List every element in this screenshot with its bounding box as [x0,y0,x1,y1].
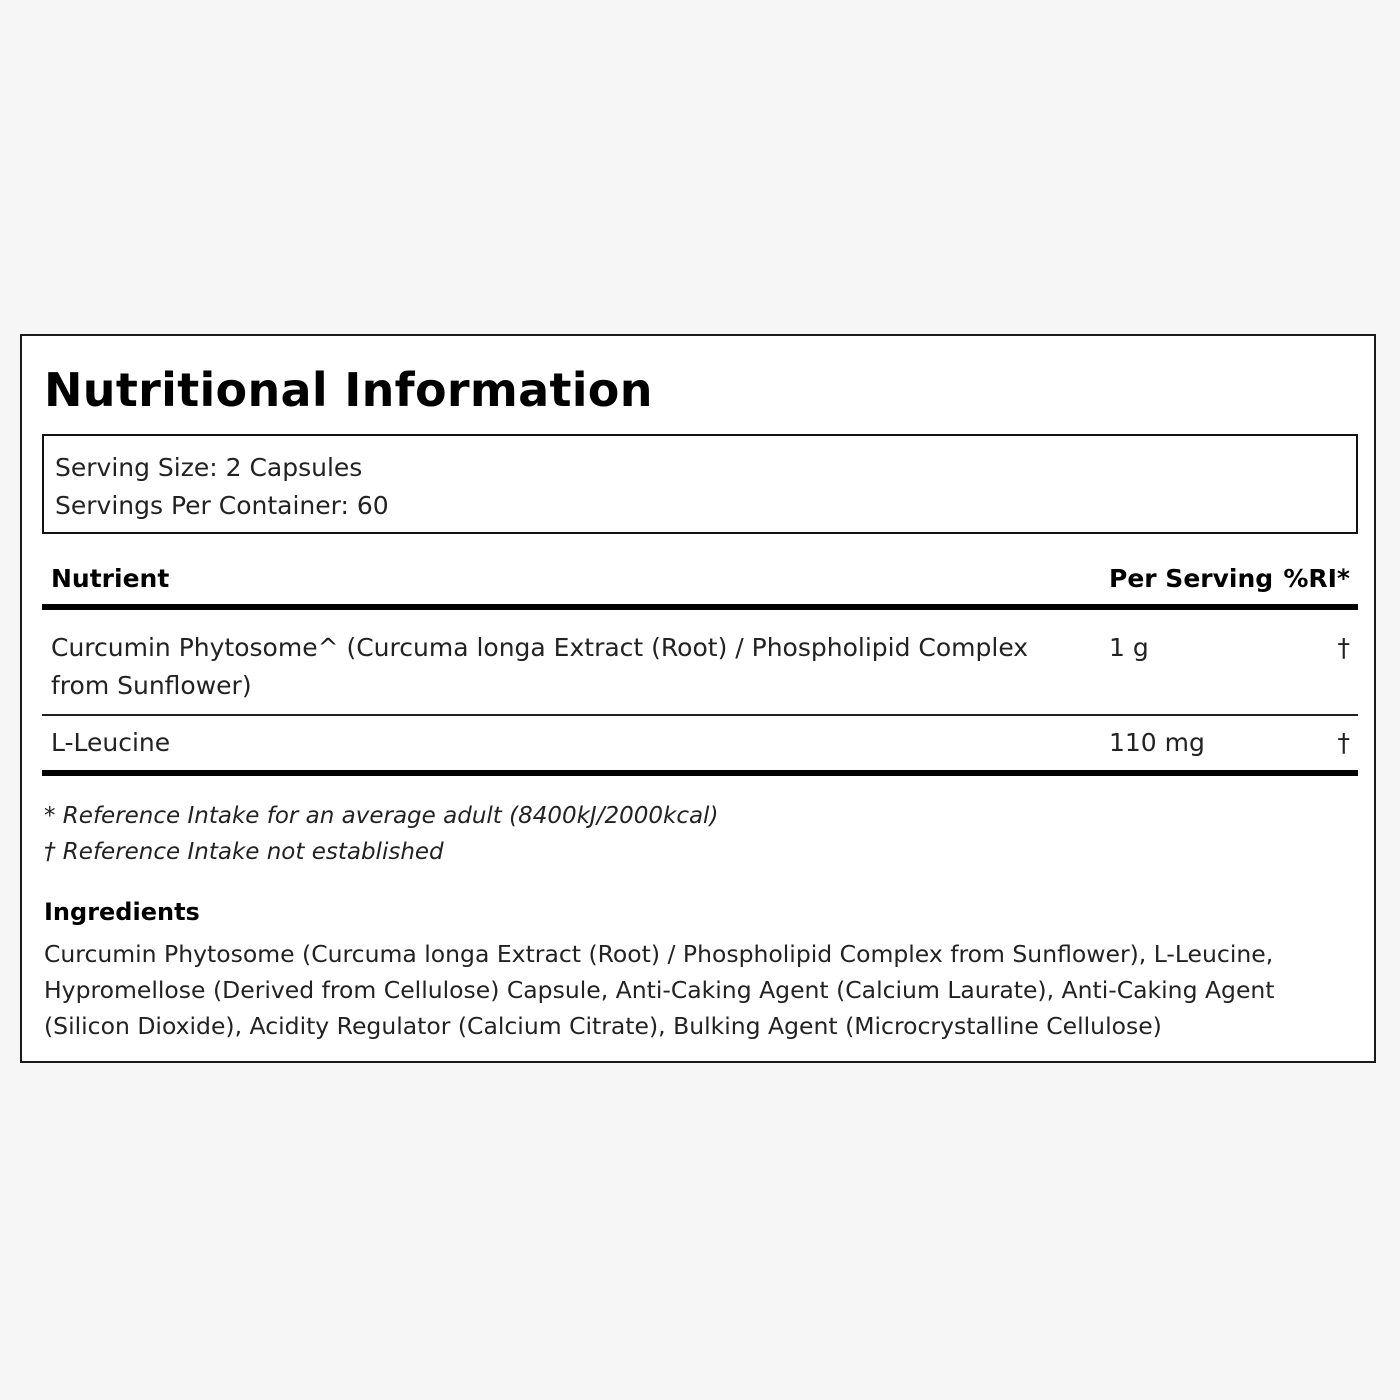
ingredients-heading: Ingredients [44,898,200,926]
table-row [42,716,1358,776]
nutrient-name: Curcumin Phytosome^ (Curcuma longa Extract (Root) / Phospholipid Complex from Sunflower) [51,633,1029,700]
footnote-not-established: † Reference Intake not established [44,839,444,865]
page-title: Nutritional Information [44,363,653,417]
nutrient-ri: † [1337,728,1350,757]
nutrient-amount: 1 g [1109,633,1149,662]
nutrient-name: L-Leucine [51,728,171,757]
nutrient-amount: 110 mg [1109,728,1205,757]
ingredients-text: Curcumin Phytosome (Curcuma longa Extract (Root) / Phospholipid Complex from Sunflower), L-Leucine, Hypromellose (Derived from Cellulose) Capsule, Anti-Caking Agent (Calcium Laurate), Anti-Caking Agent (Silicon Dioxide), Acidity Regulator (Calcium Citrate), Bulking Agent (Microcrystalline Cellulose) [44,940,1275,1040]
footnote-reference-intake: * Reference Intake for an average adult (8400kJ/2000kcal) [44,803,719,829]
table-header [42,554,1358,610]
table-row [42,610,1358,716]
servings-per-container: Servings Per Container: 60 [55,491,389,520]
nutrition-table [42,554,1358,776]
serving-size: Serving Size: 2 Capsules [55,453,363,482]
serving-info-box [42,434,1358,534]
header-ri: %RI* [1283,564,1350,593]
nutrition-panel [20,334,1376,1063]
header-per-serving: Per Serving [1109,564,1274,593]
nutrient-ri: † [1337,633,1350,662]
footnotes [44,798,718,870]
header-nutrient: Nutrient [51,564,170,593]
